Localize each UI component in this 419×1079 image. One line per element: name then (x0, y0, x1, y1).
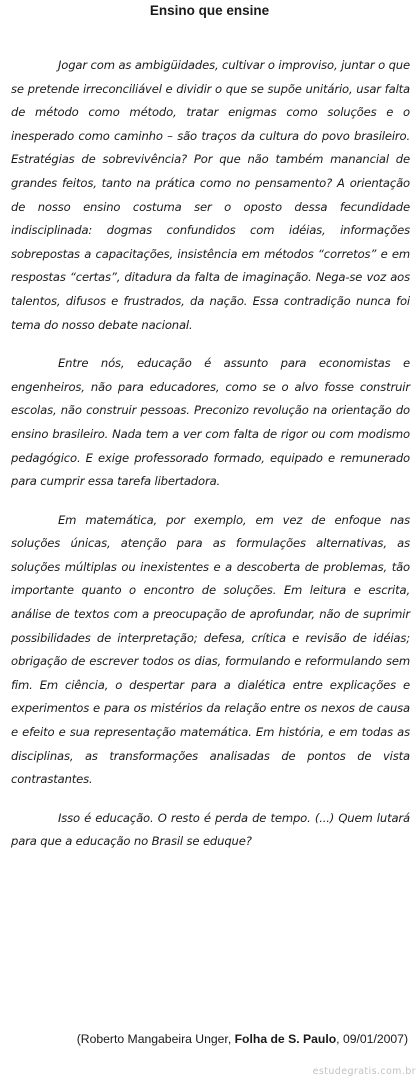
site-watermark: estudegratis.com.br (312, 1066, 416, 1077)
paragraph-4: Isso é educação. O resto é perda de tempo. (...) Quem lutará para que a educação no Brasil se eduque? (11, 810, 410, 849)
article-title: Ensino que ensine (149, 3, 270, 18)
source-date: , 09/01/2007) (336, 1032, 408, 1046)
paragraph-3: Em matemática, por exemplo, em vez de enfoque nas soluções únicas, atenção para as formulações alternativas, as soluções múltiplas ou inexistentes e a descoberta de problemas, tão importante quanto o encontro de soluções. Em leitura e escrita, análise de textos com a preocupação de aprofundar, não de suprimir possibilidades de interpretação; defesa, crítica e revisão de idéias; obrigação de escrever todos os dias, formulando e reformulando sem fim. Em ciência, o despertar para a dialética entre explicações e experimentos e para os mistérios da relação entre os nexos de causa e efeito e sua representação matemática. Em história, e em todas as disciplinas, as transformações analisadas de pontos de vista contrastantes. (11, 512, 410, 787)
paragraph-1: Jogar com as ambigüidades, cultivar o improviso, juntar o que se pretende irreconciliável e dividir o que se supõe unitário, usar falta de método como método, tratar enigmas como soluções e o inesperado como caminho – são traços da cultura do povo brasileiro. Estratégias de sobrevivência? Por que não também manancial de grandes feitos, tanto na prática como no pensamento? A orientação de nosso ensino costuma ser o oposto dessa fecundidade indisciplinada: dogmas confundidos com idéias, informações sobrepostas a capacitações, insistência em métodos “corretos” e em respostas “certas”, ditadura da falta de imaginação. Nega-se voz aos talentos, difusos e frustrados, da nação. Essa contradição nunca foi tema do nosso debate nacional. (11, 58, 410, 332)
source-open-paren: ( (76, 1032, 81, 1046)
source-citation (77, 1031, 408, 1047)
source-author: Roberto Mangabeira Unger, (80, 1032, 235, 1046)
source-publication: Folha de S. Paulo (234, 1032, 337, 1046)
paragraph-2: Entre nós, educação é assunto para economistas e engenheiros, não para educadores, como se o alvo fosse construir escolas, não construir pessoas. Preconizo revolução na orientação do ensino brasileiro. Nada tem a ver com falta de rigor ou com modismo pedagógico. E exige professorado formado, equipado e remunerado para cumprir essa tarefa libertadora. (11, 356, 410, 489)
article-body (11, 54, 410, 854)
